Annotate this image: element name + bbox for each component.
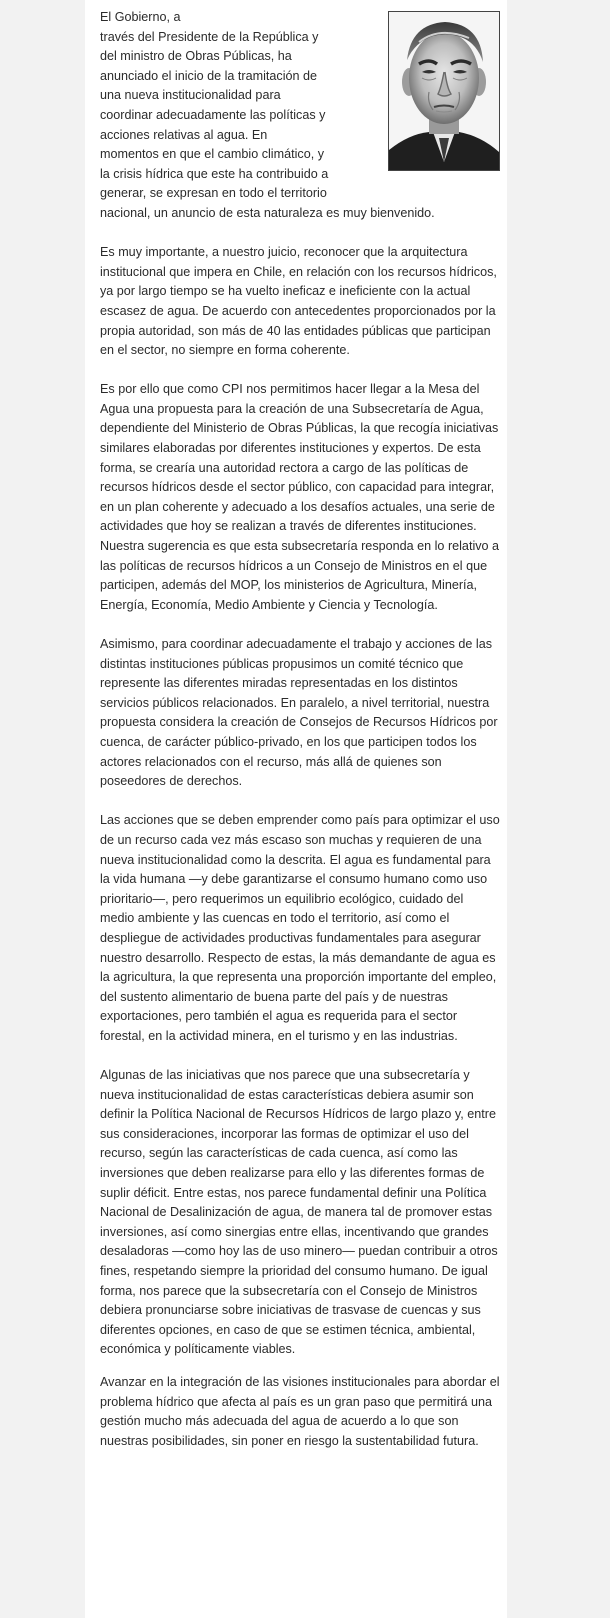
intro-line: del ministro de Obras Públicas, ha	[100, 49, 292, 64]
intro-line: El Gobierno, a	[100, 10, 181, 24]
intro-line: una nueva institucionalidad para	[100, 88, 281, 103]
article-paragraph: Es por ello que como CPI nos permitimos hacer llegar a la Mesa del Agua una propuesta para la creación de una Subsecretaría de Agua, dependiente del Ministerio de Obras Públicas, la que recogía iniciativas similares elaboradas por diferentes instituciones y expertos. De esta forma, se crearía una autoridad rectora a cargo de las políticas de recursos hídricos desde el sector público, con capacidad para integrar, en un plan coherente y adecuado a los desafíos actuales, una serie de actividades que hoy se realizan a través de diferentes instituciones. Nuestra sugerencia es que esta subsecretaría responda en lo relativo a las políticas de recursos hídricos a un Consejo de Ministros en el que participen, además del MOP, los ministerios de Agricultura, Minería, Energía, Economía, Medio Ambiente y Ciencia y Tecnología.	[100, 382, 500, 612]
intro-line: la crisis hídrica que este ha contribuido a	[100, 166, 329, 181]
intro-line: generar, se expresan en todo el territorio	[100, 186, 327, 201]
intro-line: través del Presidente de la República y	[100, 29, 319, 44]
article-body	[100, 8, 500, 1471]
intro-line: anunciado el inicio de la tramitación de	[100, 68, 318, 83]
intro-line: coordinar adecuadamente las políticas y	[100, 107, 326, 122]
intro-line: acciones relativas al agua. En	[100, 127, 268, 142]
intro-line: nacional, un anuncio de esta naturaleza es muy bienvenido.	[100, 205, 435, 220]
article-paragraph: Avanzar en la integración de las visiones institucionales para abordar el problema hídrico que afecta al país es un gran paso que permitirá una gestión mucho más adecuada del agua de acuerdo a lo que son nuestras posibilidades, sin poner en riesgo la sustentabilidad futura.	[100, 1374, 500, 1448]
portrait-image	[389, 12, 499, 170]
portrait-photo	[388, 11, 500, 171]
intro-line: momentos en que el cambio climático, y	[100, 147, 324, 162]
article-paragraph: Es muy importante, a nuestro juicio, reconocer que la arquitectura institucional que impera en Chile, en relación con los recursos hídricos, ya por largo tiempo se ha vuelto ineficaz e ineficiente con la actual escasez de agua. De acuerdo con antecedentes proporcionados por la propia autoridad, son más de 40 las entidades públicas que participan en el sector, no siempre en forma coherente.	[100, 245, 497, 358]
article-paragraph: Las acciones que se deben emprender como país para optimizar el uso de un recurso cada vez más escaso son muchas y requieren de una nueva institucionalidad como la descrita. El agua es fundamental para la vida humana —y debe garantizarse el consumo humano como uso prioritario—, pero requerimos un equilibrio ecológico, cuidado del medio ambiente y las cuencas en todo el territorio, así como el despliegue de actividades productivas fundamentales para asegurar nuestro desarrollo. Respecto de estas, la más demandante de agua es la agricultura, la que representa una proporción importante del empleo, del sustento alimentario de buena parte del país y de nuestras exportaciones, pero también el agua es requerida para el sector forestal, en la actividad minera, en el turismo y en las industrias.	[100, 813, 500, 1043]
article-paragraph: Algunas de las iniciativas que nos parece que una subsecretaría y nueva institucionalidad de estas características debiera asumir son definir la Política Nacional de Recursos Hídricos de largo plazo y, entre sus consideraciones, incorporar las formas de optimizar el uso del recurso, según las características de cada cuenca, así como las inversiones que deben realizarse para ello y las diferentes formas de suplir déficit. Entre estas, nos parece fundamental definir una Política Nacional de Desalinización de agua, de manera tal de promover estas inversiones, así como sinergias entre ellas, incentivando que grandes desaladoras —como hoy las de uso minero— puedan contribuir a otros fines, respetando siempre la prioridad del consumo humano. De igual forma, nos parece que la subsecretaría con el Consejo de Ministros debiera pronunciarse sobre iniciativas de trasvase de cuencas y sus diferentes opciones, en caso de que se estimen técnica, ambiental, económica y políticamente viables.	[100, 1068, 498, 1357]
article-paragraph: Asimismo, para coordinar adecuadamente el trabajo y acciones de las distintas instituciones públicas propusimos un comité técnico que represente las diferentes miradas representadas en los distintos servicios públicos relacionados. En paralelo, a nivel territorial, nuestra propuesta considera la creación de Consejos de Recursos Hídricos por cuenca, de carácter público-privado, en los que participen todos los actores relacionados con el recurso, más allá de quienes son poseedores de derechos.	[100, 637, 498, 789]
article-paragraph-intro	[100, 8, 500, 224]
